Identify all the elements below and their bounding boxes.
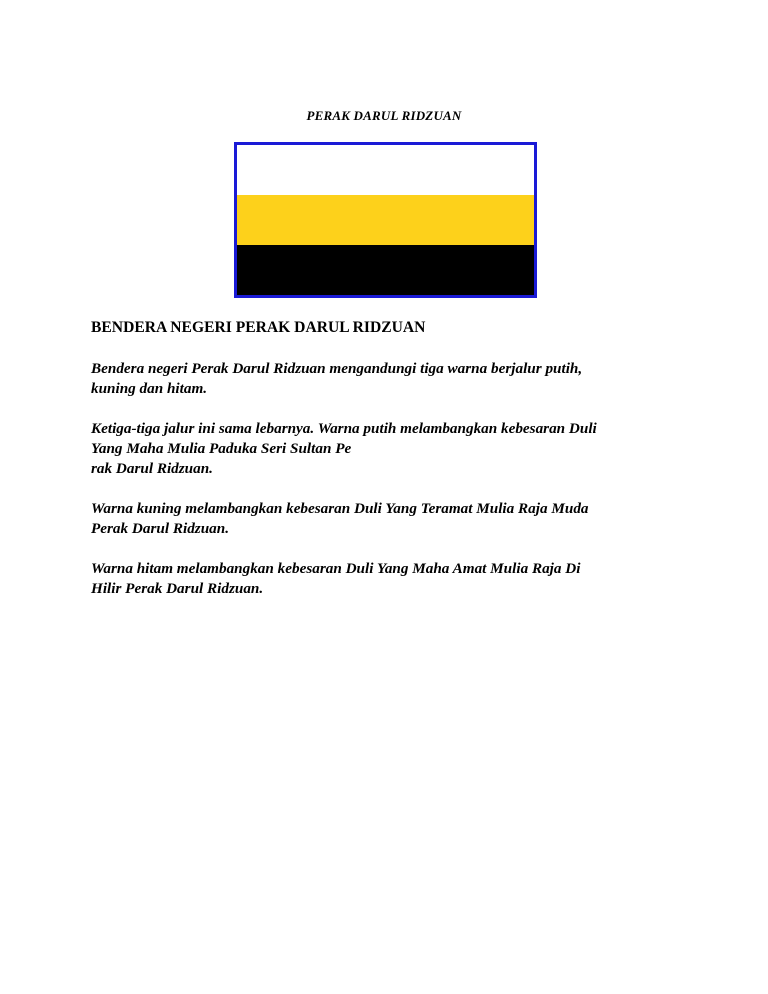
document-body	[91, 318, 691, 619]
paragraph-line: Bendera negeri Perak Darul Ridzuan mengandungi tiga warna berjalur putih,	[91, 360, 583, 377]
document-heading: PERAK DARUL RIDZUAN	[306, 108, 462, 123]
flag-stripe-white	[237, 145, 534, 195]
section-title: BENDERA NEGERI PERAK DARUL RIDZUAN	[91, 319, 426, 336]
paragraph-line: Warna hitam melambangkan kebesaran Duli Yang Maha Amat Mulia Raja Di	[91, 560, 581, 577]
paragraph-line: kuning dan hitam.	[91, 380, 208, 397]
paragraph	[91, 499, 691, 539]
flag-stripe-yellow	[237, 195, 534, 245]
paragraph	[91, 359, 691, 399]
paragraph-line: Perak Darul Ridzuan.	[91, 520, 229, 537]
paragraph	[91, 559, 691, 599]
flag-stripe-black	[237, 245, 534, 295]
paragraph-line: rak Darul Ridzuan.	[91, 460, 213, 477]
paragraph-line: Ketiga-tiga jalur ini sama lebarnya. Warna putih melambangkan kebesaran Duli	[91, 420, 597, 437]
paragraph-line: Hilir Perak Darul Ridzuan.	[91, 580, 264, 597]
paragraph	[91, 419, 691, 479]
paragraph-line: Yang Maha Mulia Paduka Seri Sultan Pe	[91, 440, 352, 457]
paragraph-line: Warna kuning melambangkan kebesaran Duli Yang Teramat Mulia Raja Muda	[91, 500, 589, 517]
perak-flag-image	[234, 142, 537, 298]
